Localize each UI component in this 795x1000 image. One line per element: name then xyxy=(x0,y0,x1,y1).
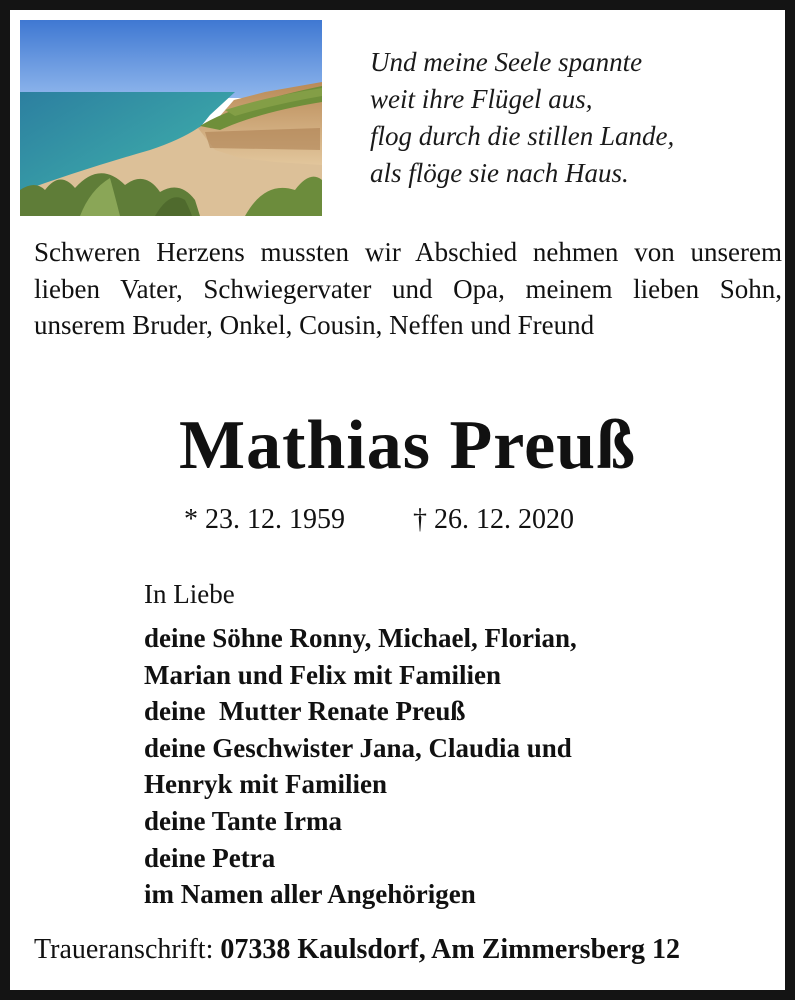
deceased-name: Mathias Preuß xyxy=(179,407,636,484)
family-list xyxy=(144,620,577,913)
poem-line: flog durch die stillen Lande, xyxy=(370,121,675,151)
coastal-photo-image xyxy=(20,20,322,216)
family-line: deine Mutter Renate Preuß xyxy=(144,696,466,727)
birth-date: * 23. 12. 1959 xyxy=(184,504,345,535)
death-date: † 26. 12. 2020 xyxy=(413,504,574,535)
family-line: Henryk mit Familien xyxy=(144,769,387,800)
address-label: Traueranschrift: xyxy=(34,934,221,965)
mourning-address xyxy=(34,932,680,968)
intro-text: Schweren Herzens mussten wir Abschied nehmen von unserem lieben Vater, Schwiegervater und Opa, meinem lieben Sohn, unserem Bruder, Onkel, Cousin, Neffen und Freund xyxy=(34,237,782,340)
poem-line: Und meine Seele spannte xyxy=(370,47,643,77)
poem xyxy=(370,44,790,192)
family-line: Marian und Felix mit Familien xyxy=(144,659,501,690)
family-line: deine Söhne Ronny, Michael, Florian, xyxy=(144,623,577,653)
poem-line: weit ihre Flügel aus, xyxy=(370,84,593,114)
love-line: In Liebe xyxy=(144,579,235,609)
family-line: deine Tante Irma xyxy=(144,805,343,836)
family-line: deine Geschwister Jana, Claudia und xyxy=(144,732,572,763)
poem-line: als flöge sie nach Haus. xyxy=(370,158,629,188)
family-line: im Namen aller Angehörigen xyxy=(144,879,476,910)
coastal-photo xyxy=(20,20,322,216)
address-value: 07338 Kaulsdorf, Am Zimmersberg 12 xyxy=(220,934,681,965)
family-line: deine Petra xyxy=(144,842,276,873)
